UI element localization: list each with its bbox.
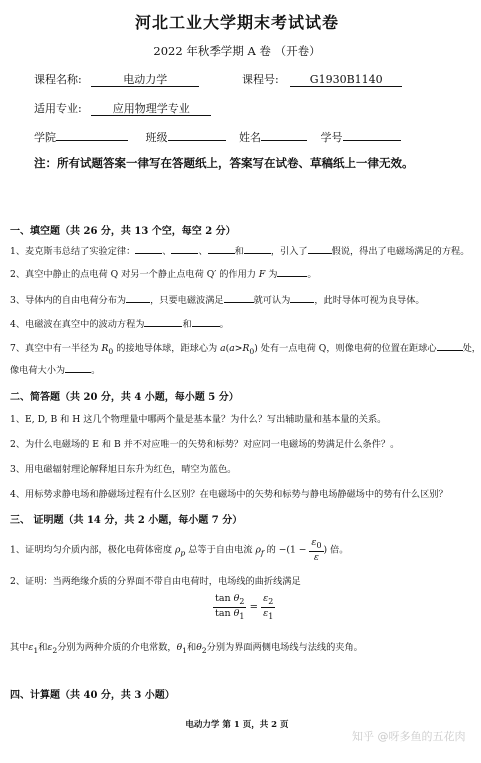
answer-blank	[244, 244, 271, 254]
major-field: 应用物理学专业	[91, 102, 211, 116]
answer-blank	[65, 363, 91, 373]
q-text: 1、麦克斯韦总结了实验定律：	[10, 246, 136, 257]
class-field	[168, 140, 226, 141]
answer-blank	[192, 317, 220, 327]
id-field	[343, 140, 401, 141]
q-text: ，此时导体可视为良导体。	[314, 295, 425, 306]
q-text: 、	[198, 246, 208, 257]
answer-blank	[135, 244, 162, 254]
answer-blank	[308, 244, 332, 254]
q-text: 的接地导体球，距球心为	[116, 343, 218, 354]
section3-heading: 三、 证明题（共 14 分，共 2 小题，每小题 7 分）	[10, 515, 243, 526]
s1-question-7-cont	[10, 362, 100, 376]
major-label: 适用专业:	[34, 102, 82, 115]
q-text: ，引入了	[270, 246, 308, 257]
section4-heading: 四、计算题（共 40 分，共 3 小题）	[10, 690, 175, 701]
college-label: 学院	[34, 131, 56, 144]
q-text: 。	[307, 269, 317, 280]
q-text: 7、真空中有一半径为	[10, 343, 99, 354]
course-row	[34, 71, 199, 87]
q-text: 和	[38, 642, 48, 653]
q-text: 2、真空中静止的点电荷 Q 对另一个静止点电荷 Q′ 的作用力	[10, 269, 256, 280]
q-text: ，只要电磁波满足	[150, 295, 224, 306]
answer-blank	[290, 293, 314, 303]
name-field	[261, 140, 307, 141]
exam-title: 河北工业大学期末考试试卷	[134, 13, 339, 32]
class-label: 班级	[145, 131, 168, 144]
answer-blank	[224, 293, 254, 303]
tangent-equation: $\frac{\tan \theta_2}{\tan \theta_1}$ = $\frac{\varepsilon_2}{\varepsilon_1}$	[215, 593, 274, 621]
q-text: 和	[234, 246, 244, 257]
exam-notice: 注：所有试题答案一律写在答题纸上，答案写在试卷、草稿纸上一律无效。	[34, 156, 414, 170]
q-text: 和	[182, 319, 192, 330]
q-text: 。	[91, 365, 101, 376]
s1-question-4	[10, 316, 229, 330]
q-text: 分别为界面两侧电场线与法线的夹角。	[206, 642, 363, 653]
s3-question-2: 2、证明：当两绝缘介质的分界面不带自由电荷时，电场线的曲折线满足	[10, 576, 301, 587]
q-text: 倍。	[330, 544, 349, 556]
q-text: 这几个物理量中哪两个量是基本量？为什么？写出辅助量和基本量的关系。	[83, 414, 387, 425]
eps-ratio-fraction: $\frac{\varepsilon_0}{\varepsilon}$	[311, 537, 322, 563]
q-text: 和	[187, 642, 197, 653]
answer-blank	[437, 341, 463, 351]
q-text: 。	[219, 319, 229, 330]
s3-question-2-tail: 其中$\varepsilon_1$和$\varepsilon_2$分别为两种介质的介电常数，$\theta_1$和$\theta_2$分别为界面两侧电场线与法线的夹角。	[10, 642, 363, 655]
course-name-field: 电动力学	[91, 73, 199, 87]
q-text: 其中	[10, 642, 29, 653]
s2-question-1	[10, 411, 386, 425]
course-code-field: G1930B1140	[290, 73, 402, 87]
q-text: 为	[268, 269, 278, 280]
answer-blank	[144, 317, 182, 327]
s2-question-3: 3、用电磁辐射理论解释旭日东升为红色，晴空为蓝色。	[10, 464, 237, 475]
q-text: 处有一点电荷 Q，则像电荷的位置在距球心	[260, 343, 437, 354]
course-label: 课程名称:	[34, 73, 82, 86]
id-label: 学号	[320, 131, 343, 144]
exam-subtitle: 2022 年秋季学期 A 卷 （开卷）	[153, 44, 321, 58]
s1-question-2: 2、真空中静止的点电荷 Q 对另一个静止点电荷 Q′ 的作用力 F 为 。	[10, 269, 317, 280]
student-row	[34, 129, 401, 145]
s1-question-7: 7、真空中有一半径为 $R_0$ 的接地导体球，距球心为 $a(a>R_0)$ 处有一点电荷 Q，则像电荷的位置在距球心 处，	[10, 343, 481, 356]
answer-blank	[208, 244, 235, 254]
code-label: 课程号:	[242, 73, 279, 86]
q-text: 就可认为	[253, 295, 291, 306]
college-field	[56, 140, 128, 141]
section2-heading: 二、简答题（共 20 分，共 4 小题，每小题 5 分）	[10, 392, 239, 403]
section1-heading: 一、填空题（共 26 分，共 13 个空，每空 2 分）	[10, 226, 236, 237]
answer-blank	[277, 267, 307, 277]
q-text: 1、证明均匀介质内部，极化电荷体密度	[10, 544, 173, 556]
q-text: 、	[162, 246, 172, 257]
q-vars: 1、E, D, B 和 H	[10, 414, 81, 425]
q-text: 处，	[462, 343, 481, 354]
zhihu-watermark: 知乎 @呀多鱼的五花肉	[352, 730, 466, 743]
tan-fraction: $\frac{\tan \theta_2}{\tan \theta_1}$	[215, 593, 245, 621]
q-text: 3、导体内的自由电荷分布为	[10, 295, 127, 306]
eps-fraction: $\frac{\varepsilon_2}{\varepsilon_1}$	[263, 593, 274, 621]
name-label: 姓名	[239, 131, 261, 144]
q-text: 假说，得出了电磁场满足的方程。	[331, 246, 470, 257]
code-row	[242, 71, 402, 87]
answer-blank	[171, 244, 198, 254]
major-row	[34, 100, 211, 116]
s2-question-2: 2、为什么电磁场的 E 和 B 并不对应唯一的矢势和标势？对应同一电磁场的势满足什么条件？。	[10, 439, 400, 450]
q-text: 的	[266, 544, 276, 556]
s3-question-1: 1、证明均匀介质内部，极化电荷体密度 $\rho_p$ 总等于自由电流 $\rho_f$ 的 −(1 − $\frac{\varepsilon_0}{\varepsilon}$ ) 倍。	[10, 537, 349, 563]
s2-question-4: 4、用标势求静电场和静磁场过程有什么区别？在电磁场中的矢势和标势与静电场静磁场中的势有什么区别？	[10, 489, 448, 500]
q-text: 像电荷大小为	[10, 365, 66, 376]
s1-question-3	[10, 292, 425, 306]
q-text: 分别为两种介质的介电常数，	[57, 642, 177, 653]
s1-question-1	[10, 243, 469, 257]
q-text: 总等于自由电流	[188, 544, 253, 556]
answer-blank	[126, 293, 150, 303]
q-text: 4、电磁波在真空中的波动方程为	[10, 319, 145, 330]
page-footer: 电动力学 第 1 页，共 2 页	[185, 720, 289, 730]
